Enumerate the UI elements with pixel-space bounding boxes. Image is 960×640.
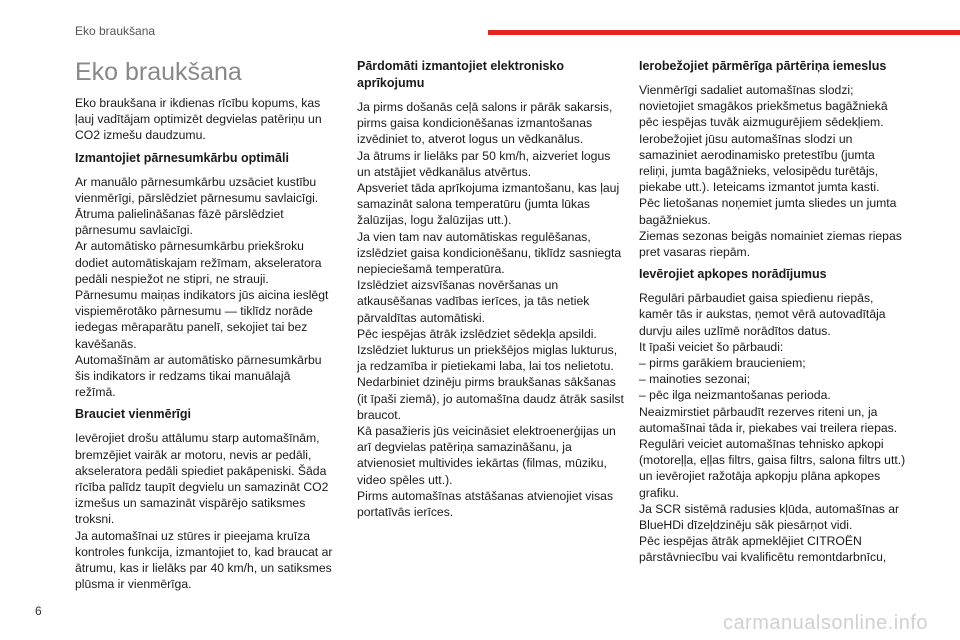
watermark: carmanualsonline.info [722, 612, 928, 634]
column-3 [639, 58, 907, 566]
header-accent-bar [488, 30, 960, 35]
section-body-gearbox: Ar manuālo pārnesumkārbu uzsāciet kustību vienmērīgi, pārslēdziet pārnesumu savlaicīgi. Ātruma palielināšanas fāzē pārslēdziet pārnesumu savlaicīgi. Ar automātisko pārnesumkārbu priekšroku dodiet automātiskajam režīmam, akseleratora pedāli nespiežot ne stipri, ne strauji. Pārnesumu maiņas indikators jūs aicina ieslēgt vispiemērotāko pārnesumu — tiklīdz norāde iedegas mēraparātu panelī, sekojiet tai bez kavēšanās. Automašīnām ar automātisko pārnesumkārbu šis indikators ir redzams tikai manuālajā režīmā. [75, 174, 329, 400]
section-heading-gearbox: Izmantojiet pārnesumkārbu optimāli [75, 150, 289, 165]
section-heading-maintenance: Ievērojiet apkopes norādījumus [639, 267, 827, 282]
column-2 [357, 58, 627, 520]
section-heading-overconsumption: Ierobežojiet pārmērīga pārtēriņa iemeslus [639, 59, 887, 73]
page-number: 6 [35, 604, 42, 618]
section-heading-electronics: Pārdomāti izmantojiet elektronisko aprīkojumu [357, 59, 564, 90]
section-heading-smooth-driving: Brauciet vienmērīgi [75, 407, 192, 422]
section-body-overconsumption: Vienmērīgi sadaliet automašīnas slodzi; novietojiet smagākos priekšmetus bagāžniekā pēc iespējas tuvāk aizmugurējiem sēdekļiem. Ierobežojiet jūsu automašīnas slodzi un samaziniet aerodinamisko pretestību (jumta reliņi, jumta bagāžnieks, velosipēdu turētājs, piekabe utt.). Ieteicams izmantot jumta kasti. Pēc lietošanas noņemiet jumta sliedes un jumta bagāžniekus. Ziemas sezonas beigās nomainiet ziemas riepas pret vasaras riepām. [639, 83, 902, 260]
section-body-maintenance: Regulāri pārbaudiet gaisa spiedienu riepās, kamēr tās ir aukstas, ņemot vērā autovadītāja durvju ailes uzlīmē norādītos datus. It īpaši veiciet šo pārbaudi: – pirms garākiem braucieniem; – mainoties sezonai; – pēc ilga neizmantošanas perioda. Neaizmirstiet pārbaudīt rezerves riteni un, ja automašīnai tāda ir, piekabes vai treilera riepas. Regulāri veiciet automašīnas tehnisko apkopi (motoreļļa, eļļas filtrs, gaisa filtrs, salona filtrs utt.) un ievērojiet ražotāja apkopju plāna apkopes grafiku. Ja SCR sistēmā radusies kļūda, automašīnas ar BlueHDi dīzeļdzinēju sāk piesārņot vidi. Pēc iespējas ātrāk apmeklējiet CITROËN pārstāvniecību vai kvalificētu remontdarbnīcu, [639, 291, 906, 565]
column-1 [75, 58, 333, 592]
section-body-electronics: Ja pirms došanās ceļā salons ir pārāk sakarsis, pirms gaisa kondicionēšanas izmantošanas izvēdiniet to, atverot logus un vēdkanālus. Ja ātrums ir lielāks par 50 km/h, aizveriet logus un atstājiet vēdkanālus atvērtus. Apsveriet tāda aprīkojuma izmantošanu, kas ļauj samazināt salona temperatūru (jumta lūkas žalūzijas, logu žalūzijas utt.). Ja vien tam nav automātiskas regulēšanas, izslēdziet gaisa kondicionēšanu, tiklīdz sasniegta nepieciešamā temperatūra. Izslēdziet aizsvīšanas novēršanas un atkausēšanas vadības ierīces, ja tās netiek pārvaldītas automātiski. Pēc iespējas ātrāk izslēdziet sēdekļa apsildi. Izslēdziet lukturus un priekšējos miglas lukturus, ja redzamība ir pietiekami laba, lai tos nelietotu. Nedarbiniet dzinēju pirms braukšanas sākšanas (it īpaši ziemā), jo automašīna daudz ātrāk sasilst braucot. Kā pasažieris jūs veicināsiet elektroenerģijas un arī degvielas patēriņa samazināšanu, ja atvienosiet multivides iekārtas (filmas, mūziku, video spēles utt.). Pirms automašīnas atstāšanas atvienojiet visas portatīvās ierīces. [357, 100, 624, 520]
intro-paragraph: Eko braukšana ir ikdienas rīcību kopums, kas ļauj vadītājam optimizēt degvielas patēriņu un CO2 izmešu daudzumu. [75, 96, 322, 143]
running-title: Eko braukšana [75, 24, 156, 38]
section-body-smooth-driving: Ievērojiet drošu attālumu starp automašīnām, bremzējiet vairāk ar motoru, nevis ar pedāli, akseleratora pedāli spiediet pakāpeniski. Šāda rīcība palīdz taupīt degvielu un samazināt CO2 izmešus un samazināt vispārējo satiksmes troksni. Ja automašīnai uz stūres ir pieejama kruīza kontroles funkcija, izmantojiet to, kad braucat ar ātrumu, kas ir lielāks par 40 km/h, un satiksmes plūsma ir vienmērīga. [75, 431, 333, 592]
page-title: Eko braukšana [75, 58, 242, 86]
